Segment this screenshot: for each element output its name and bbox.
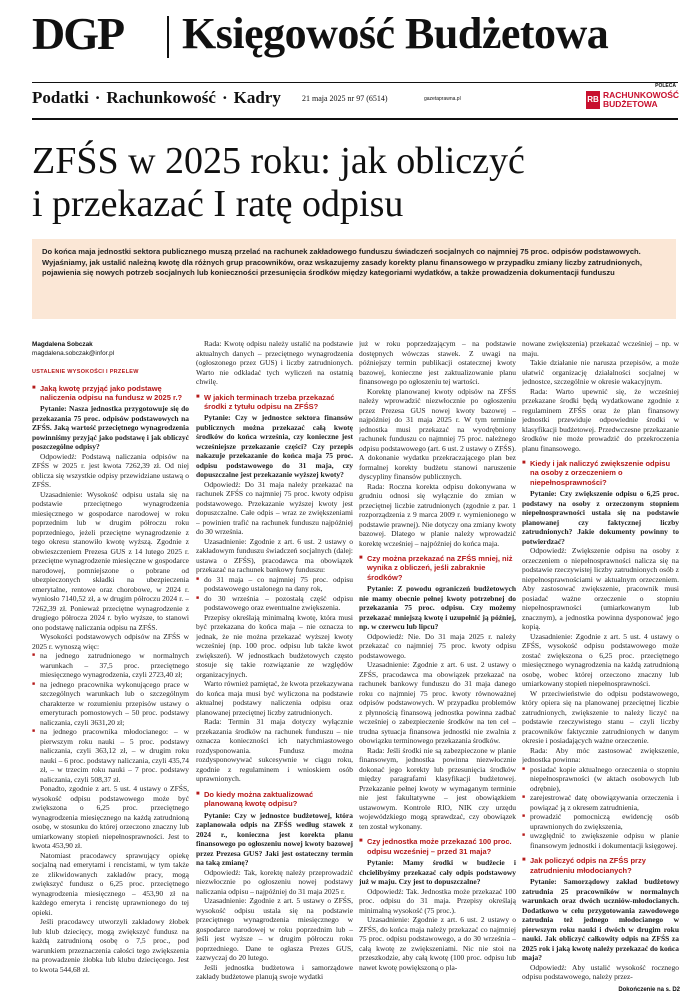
article-headline <box>32 140 652 226</box>
question-text: Pytanie: Czy zwiększenie odpisu o 6,25 proc. podstawy na osoby z orzeczonym stopniem niepełnosprawności ustala się na podstawie planowanej czy faktycznej liczby zatrudnionych? Jakie dokumenty powinny to potwierdzać? <box>522 489 679 546</box>
justification-text: Uzasadnienie: Zgodnie z art. 5 ustawy o ZFŚS, wysokość odpisu ustala się na podstawie przeciętnego wynagrodzenia miesięcznego w gospodarce narodowej w roku poprzednim lub – jeśli jest wyższe – w drugim półroczu roku poprzedniego. Dane te ogłasza Prezes GUS, zazwyczaj do 20 lutego. <box>196 896 353 963</box>
justification-text: Uzasadnienie: Zgodnie z art. 6 ust. 2 ustawy o ZFŚS, do końca maja należy przekazać co najmniej 75 proc. odpisu podstawowego, a do 30 września – całą kwotę ze zwiększeniami. Nic nie stoi na przeszkodzie, aby całą kwotę (100 proc. odpisu lub nawet kwotę powiększoną o pla- <box>359 915 516 972</box>
question-heading: ■ Do kiedy można zaktualizować planowaną kwotę odpisu? <box>196 790 353 809</box>
brand-line1: RACHUNKOWOŚĆ <box>603 90 680 100</box>
section-podatki[interactable]: Podatki <box>32 88 89 107</box>
answer-text: Odpowiedź: Tak, korektę należy przeprowadzić niezwłocznie po ogłoszeniu nowej podstawy naliczania odpisu – najpóźniej do 31 maja 2025 r. <box>196 867 353 896</box>
question-heading: ■ W jakich terminach trzeba przekazać środki z tytułu odpisu na ZFŚS? <box>196 393 353 412</box>
question-heading: ■ Czy jednostka może przekazać 100 proc. odpisu wcześniej – przed 31 maja? <box>359 837 516 856</box>
advice-text: Rada: Warto upewnić się, że wcześniej przekazane środki będą wydatkowane zgodnie z regulaminem ZFŚS oraz że plan finansowy jednostki przewiduje odpowiednie środki w klasyfikacji budżetowej. Przedwczesne przekazanie środków nie może prowadzić do przekroczenia planu finansowego. <box>522 386 679 453</box>
answer-text: Odpowiedź: Podstawą naliczania odpisów na ZFŚS w 2025 r. jest kwota 7262,39 zł. Od niej oblicza się wszystkie odpisy przewidziane ustawą o ZFŚS. <box>32 451 189 490</box>
column-1 <box>32 368 189 987</box>
question-text: Pytanie: Samorządowy zakład budżetowy zatrudnia 25 pracowników w normalnych warunkach oraz dwóch uczniów-młodocianych. Dodatkowo w celu przygotowania zawodowego zatrudnia też jednego młodocianego w pierwszym roku nauki i dwóch w drugim roku nauki. Jak obliczyć całkowity odpis na ZFŚS za 2025 rok i jaką kwotę należy przekazać do końca maja? <box>522 877 679 963</box>
author-name: Magdalena Sobczak <box>32 341 93 348</box>
headline-line2: i przekazać I ratę odpisu <box>32 183 404 225</box>
lead-text: Do końca maja jednostki sektora publicznego muszą przelać na rachunek zakładowego funduszu świadczeń socjalnych co najmniej 75 proc. odpisów podstawowych. Wyjaśniamy, jak ustalić należną kwotę dla różnych grup pracowników, oraz wskazujemy zasady korekty planu finansowego w przypadku zmiany liczby zatrudnionych, pojawienia się nowych potrzeb socjalnych lub konieczności przesunięcia środków między kategoriami wydatków, a także prowadzenia dokumentacji funduszu <box>42 247 642 278</box>
site-label: gazetaprawna.pl <box>424 96 461 102</box>
answer-text: Odpowiedź: Do 31 maja należy przekazać na rachunek ZFŚS co najmniej 75 proc. kwoty odpisu podstawowego. Przekazanie wyższej kwoty jest dopuszczalne. Całe odpis – wraz ze zwiększeniami – powinien trafić na rachunek funduszu najpóźniej do 30 września. <box>196 479 353 537</box>
paragraph: Korektę planowanej kwoty odpisów na ZFŚS należy wprowadzić niezwłocznie po ogłoszeniu przez Prezesa GUS nowej kwoty bazowej – najpóźniej do 31 maja 2025 r. W tym terminie jednostka musi przekazać na wyodrębniony rachunek funduszu co najmniej 75 proc. należnego odpisu podstawowego (art. 6 ust. 2 ustawy o ZFŚS). A dokonanie wydatku przekraczającego plan bez formalnej korekty budżetu stanowi naruszenie dyscypliny finansów publicznych. <box>359 386 516 481</box>
dgp-logo[interactable]: DGP <box>32 8 124 59</box>
recommendation-box[interactable] <box>586 83 682 113</box>
masthead <box>32 6 678 66</box>
byline <box>32 341 114 357</box>
masthead-rule <box>32 82 678 83</box>
answer-text: Odpowiedź: Tak. Jednostka może przekazać 100 proc. odpisu do 31 maja. Przepisy określają minimalną wysokość (75 proc.). <box>359 886 516 915</box>
question-heading: ■ Czy można przekazać na ZFŚS mniej, niż wynika z obliczeń, jeśli zabraknie środków? <box>359 554 516 582</box>
continuation-note[interactable]: Dokończenie na s. D2 <box>618 987 680 993</box>
paragraph: Wysokości podstawowych odpisów na ZFŚS w 2025 r. wynoszą więc: <box>32 632 189 651</box>
paragraph: już w roku poprzedzającym – na podstawie dostępnych wówczas stawek. Z uwagi na późniejszy termin publikacji ostatecznej kwoty bazowej, konieczne jest zaktualizowanie planu finansowego po ogłoszeniu tej wartości. <box>359 339 516 386</box>
list-item: ■ do 30 września – pozostałą część odpisu podstawowego oraz ewentualne zwiększenia. <box>196 594 353 613</box>
list-item: ■ na jednego zatrudnionego w normalnych warunkach – 37,5 proc. przeciętnego miesięcznego wynagrodzenia, czyli 2723,40 zł; <box>32 651 189 680</box>
advice-text: Rada: Roczna korekta odpisu dokonywana w grudniu odnosi się wyłącznie do zmian w przeciętnej liczbie zatrudnionych (zgodnie z par. 1 rozporządzenia z 9 marca 2009 r. wymienionego w podstawie prawnej). Nie dotyczy ona zmiany kwoty bazowej. Dlatego w planie należy wprowadzić korektę wcześniej – najpóźniej do końca maja. <box>359 481 516 548</box>
separator-dot: · <box>94 88 101 107</box>
issue-date: 21 maja 2025 nr 97 (6514) <box>302 94 388 103</box>
paragraph: Ponadto, zgodnie z art. 5 ust. 4 ustawy o ZFŚS, wysokość odpisu podstawowego może być zwiększona o 6,25 proc. przeciętnego wynagrodzenia miesięcznego na każdą zatrudnioną osobę, w stosunku do której orzeczono znaczny lub umiarkowany stopień niepełnosprawności. Jest to kwota 453,90 zł. <box>32 784 189 851</box>
paragraph: Takie działanie nie narusza przepisów, a może ułatwić organizację działalności socjalnej w jednostce, szczególnie w okresie wakacyjnym. <box>522 358 679 386</box>
paragraph: Jeśli jednostka budżetowa i samorządowe zakłady budżetowe planują swoje wydatki <box>196 962 353 982</box>
question-heading: ■ Kiedy i jak naliczyć zwiększenie odpisu na osoby z orzeczeniem o niepełnosprawności? <box>522 459 679 487</box>
supplement-title: Księgowość Budżetowa <box>182 9 609 58</box>
paragraph: Warto również pamiętać, że kwota przekazywana do końca maja musi być wyliczona na podstawie aktualnej podstawy naliczenia odpisu oraz planowanej przeciętnej liczby zatrudnionych. <box>196 679 353 717</box>
list-item: ■ posiadać kopie aktualnego orzeczenia o stopniu niepełnosprawności (w aktach osobowych lub odrębnie), <box>522 765 679 794</box>
column-3 <box>359 339 516 987</box>
section-nav <box>32 88 281 108</box>
section-kadry[interactable]: Kadry <box>233 88 281 107</box>
answer-text: Odpowiedź: Nie. Do 31 maja 2025 r. należy przekazać co najmniej 75 proc. kwoty odpisu podstawowego. <box>359 631 516 660</box>
brand-name <box>603 91 679 109</box>
paragraph: nowane zwiększenia) przekazać wcześniej – np. w maju. <box>522 339 679 358</box>
justification-text: Uzasadnienie: Zgodnie z art. 5 ust. 4 ustawy o ZFŚS, wysokość odpisu podstawowego może zostać zwiększona o 6,25 proc. przeciętnego miesięcznego wynagrodzenia na każdą zatrudnioną osobę, wobec której orzeczono znaczny lub umiarkowany stopień niepełnosprawności. <box>522 631 679 689</box>
paragraph: Przepisy określają minimalną kwotę, która musi być przekazana do końca maja – nie oznacza to jednak, że nie można przekazać wyższej kwoty wcześniej (np. 100 proc. odpisu lub także kwot zwiększeń). W jednostkach budżetowych często stosuje się takie rozwiązanie ze względów organizacyjnych. <box>196 612 353 679</box>
masthead-divider <box>167 16 169 58</box>
justification-text: Uzasadnienie: Wysokość odpisu ustala się na podstawie przeciętnego wynagrodzenia miesięcznego w gospodarce narodowej w roku poprzednim lub w drugim półroczu roku poprzedniego, jeżeli przeciętne wynagrodzenie z tego okresu stanowiło kwotę wyższą. Zgodnie z obwieszczeniem Prezesa GUS z 14 lutego 2025 r. przeciętne wynagrodzenie miesięczne w gospodarce narodowej, pomniejszone o pobrane od ubezpieczonych składki na ubezpieczenia emerytalne, rentowe oraz chorobowe, w 2024 r. wyniosło 7140,52 zł, a w drugim półroczu 2024 r. – 7262,39 zł. Ponieważ przeciętne wynagrodzenie z drugiego półrocza 2024 r. było wyższe, to stanowi ono podstawę naliczania odpisu na ZFŚS. <box>32 489 189 632</box>
headline-line1: ZFŚS w 2025 roku: jak obliczyć <box>32 140 525 182</box>
answer-text: Odpowiedź: Zwiększenie odpisu na osoby z orzeczeniem o niepełnosprawności nalicza się na podstawie rzeczywistej liczby zatrudnionych osób z niepełnosprawnościami w aktualnym orzeczeniem. Aby zastosować zwiększenie, pracownik musi posiadać ważne orzeczenie o stopniu niepełnosprawności (umiarkowanym lub znacznym), a jednostka powinna dysponować jego kopią. <box>522 546 679 632</box>
column-4 <box>522 339 679 987</box>
question-text: Pytanie: Mamy środki w budżecie i chcielibyśmy przekazać cały odpis podstawowy już w maju. Czy jest to dopuszczalne? <box>359 858 516 887</box>
section-kicker: USTALENIE WYSOKOŚCI I PRZELEW <box>32 369 139 375</box>
answer-text: Odpowiedź: Aby ustalić wysokość rocznego odpisu podstawowego, należy przez- <box>522 962 679 982</box>
paragraph: Jeśli pracodawcy utworzyli zakładowy żłobek lub klub dziecięcy, mogą zwiększyć fundusz na każdą zatrudnioną osobę o 7,5 proc., pod warunkiem przeznaczenia całości tego zwiększenia na prowadzenie żłobka lub klubu dziecięcego. Jest to kwota 544,68 zł. <box>32 917 189 974</box>
header-rule <box>32 118 678 120</box>
advice-text: Rada: Jeśli środki nie są zabezpieczone w planie finansowym, jednostka powinna niezwłocznie dokonać jego korekty lub przesunięcia środków między paragrafami klasyfikacji budżetowej. Przekazanie pełnej kwoty w wymaganym terminie nie jest fakultatywne – jest obowiązkiem ustawowym. Kontrole RIO, NIK czy urzędu wojewódzkiego mogą sprawdzać, czy obowiązek ten został wykonany. <box>359 745 516 831</box>
separator-dot: · <box>221 88 228 107</box>
list-item: ■ na jednego pracownika młodocianego: – w pierwszym roku nauki – 5 proc. podstawy naliczania, czyli 363,12 zł, – w drugim roku nauki – 6 proc. podstawy naliczania, czyli 435,74 zł, – w trzecim roku nauki – 7 proc. podstawy naliczania, czyli 508,37 zł. <box>32 727 189 784</box>
justification-text: Uzasadnienie: Zgodnie z art. 6 ust. 2 ustawy o zakładowym funduszu świadczeń socjalnych (dalej: ustawa o ZFŚS), pracodawca ma obowiązek przekazać na rachunek bankowy funduszu: <box>196 536 353 575</box>
advice-text: Rada: Aby móc zastosować zwiększenie, jednostka powinna: <box>522 745 679 765</box>
question-heading: ■ Jak policzyć odpis na ZFŚS przy zatrudnieniu młodocianych? <box>522 856 679 875</box>
advice-text: Rada: Termin 31 maja dotyczy wyłącznie przekazania środków na rachunek funduszu – nie oznacza konieczności ich natychmiastowego rozdysponowania. Fundusz można rozdysponowywać sukcesywnie w ciągu roku, zgodnie z regulaminem i wnioskiem osób uprawnionych. <box>196 717 353 784</box>
author-email[interactable]: magdalena.sobczak@infor.pl <box>32 350 115 357</box>
brand-line2: BUDŻETOWA <box>603 99 658 109</box>
list-item: ■ do 31 maja – co najmniej 75 proc. odpisu podstawowego ustalonego na dany rok, <box>196 575 353 594</box>
list-item: ■ na jednego pracownika wykonującego prace w szczególnych warunkach lub o szczególnym charakterze w rozumieniu przepisów ustawy o emeryturach pomostowych – 50 proc. podstawy naliczania, czyli 3631,20 zł; <box>32 680 189 728</box>
paragraph: W przeciwieństwie do odpisu podstawowego, który opiera się na planowanej przeciętnej liczbie zatrudnionych, zwiększenie to należy liczyć na podstawie rzeczywistego stanu – czyli liczby pracowników faktycznie zatrudnionych w danym okresie i posiadających ważne orzeczenie. <box>522 688 679 746</box>
question-text: Pytanie: Czy w jednostce sektora finansów publicznych można przekazać całą kwotę środków do końca września, czy konieczne jest wcześniejsze przekazanie części? Czy przepis nakazuje przekazanie do końca maja 75 proc. odpisu podstawowego do 31 maja, czy dopuszczalne jest przekazanie wyższej kwoty? <box>196 413 353 480</box>
poleca-label: POLECA <box>655 83 676 89</box>
question-text: Pytanie: Czy w jednostce budżetowej, która zaplanowała odpis na ZFŚS według stawek z 2024 r., konieczna jest korekta planu finansowego po ogłoszeniu nowej kwoty bazowej przez Prezesa GUS? Jaki jest ostateczny termin na taką zmianę? <box>196 810 353 868</box>
column-2 <box>196 339 353 987</box>
list-item: ■ uwzględnić to zwiększenie odpisu w planie finansowym jednostki i dokumentacji księgowej. <box>522 831 679 850</box>
question-heading: ■ Jaką kwotę przyjąć jako podstawę naliczenia odpisu na fundusz w 2025 r.? <box>32 384 189 403</box>
question-text: Pytanie: Z powodu ograniczeń budżetowych nie mamy obecnie pełnej kwoty potrzebnej do przekazania 75 proc. odpisu. Czy możemy przekazać mniejszą kwotę i uzupełnić ją później, np. w czerwcu lub lipcu? <box>359 584 516 632</box>
paragraph: Natomiast pracodawcy sprawujący opiekę socjalną nad emerytami i rencistami, w tym także ze zlikwidowanych zakładów pracy, mogą zwiększyć fundusz o 6,25 proc. przeciętnego wynagrodzenia miesięcznego – 453,90 zł na każdego emeryta i rencistę uprawnionego do tej opieki. <box>32 850 189 917</box>
justification-text: Uzasadnienie: Zgodnie z art. 6 ust. 2 ustawy o ZFŚS, pracodawca ma obowiązek przekazać na rachunek bankowy funduszu do 31 maja danego roku co najmniej 75 proc. kwoty równoważnej odpisów podstawowych. W przypadku problemów z płynnością finansową jednostka powinna zadbać wcześniej o zabezpieczenie środków na ten cel – trudna sytuacja finansowa jednostki nie zwalnia z obowiązku terminowego przekazania środków. <box>359 660 516 746</box>
lead-box <box>32 239 676 319</box>
question-text: Pytanie: Nasza jednostka przygotowuje się do przekazania 75 proc. odpisów podstawowych na ZFŚS. Jaką wartość przeciętnego wynagrodzenia powinniśmy przyjąć jako podstawę i jak obliczyć poszczególne odpisy? <box>32 404 189 452</box>
list-item: ■ zarejestrować datę obowiązywania orzeczenia i powiązać ją z okresem zatrudnienia, <box>522 793 679 812</box>
advice-text: Rada: Kwotę odpisu należy ustalić na podstawie aktualnych danych – przeciętnego wynagrodzenia (ogłoszonego przez GUS) i liczby zatrudnionych. Warto nie odkładać tych wyliczeń na ostatnią chwilę. <box>196 339 353 386</box>
rachunkowosc-budzetowa-icon: RB <box>586 91 600 109</box>
section-rachunkowosc[interactable]: Rachunkowość <box>106 88 216 107</box>
list-item: ■ prowadzić pomocniczą ewidencję osób uprawnionych do zwiększenia, <box>522 812 679 831</box>
